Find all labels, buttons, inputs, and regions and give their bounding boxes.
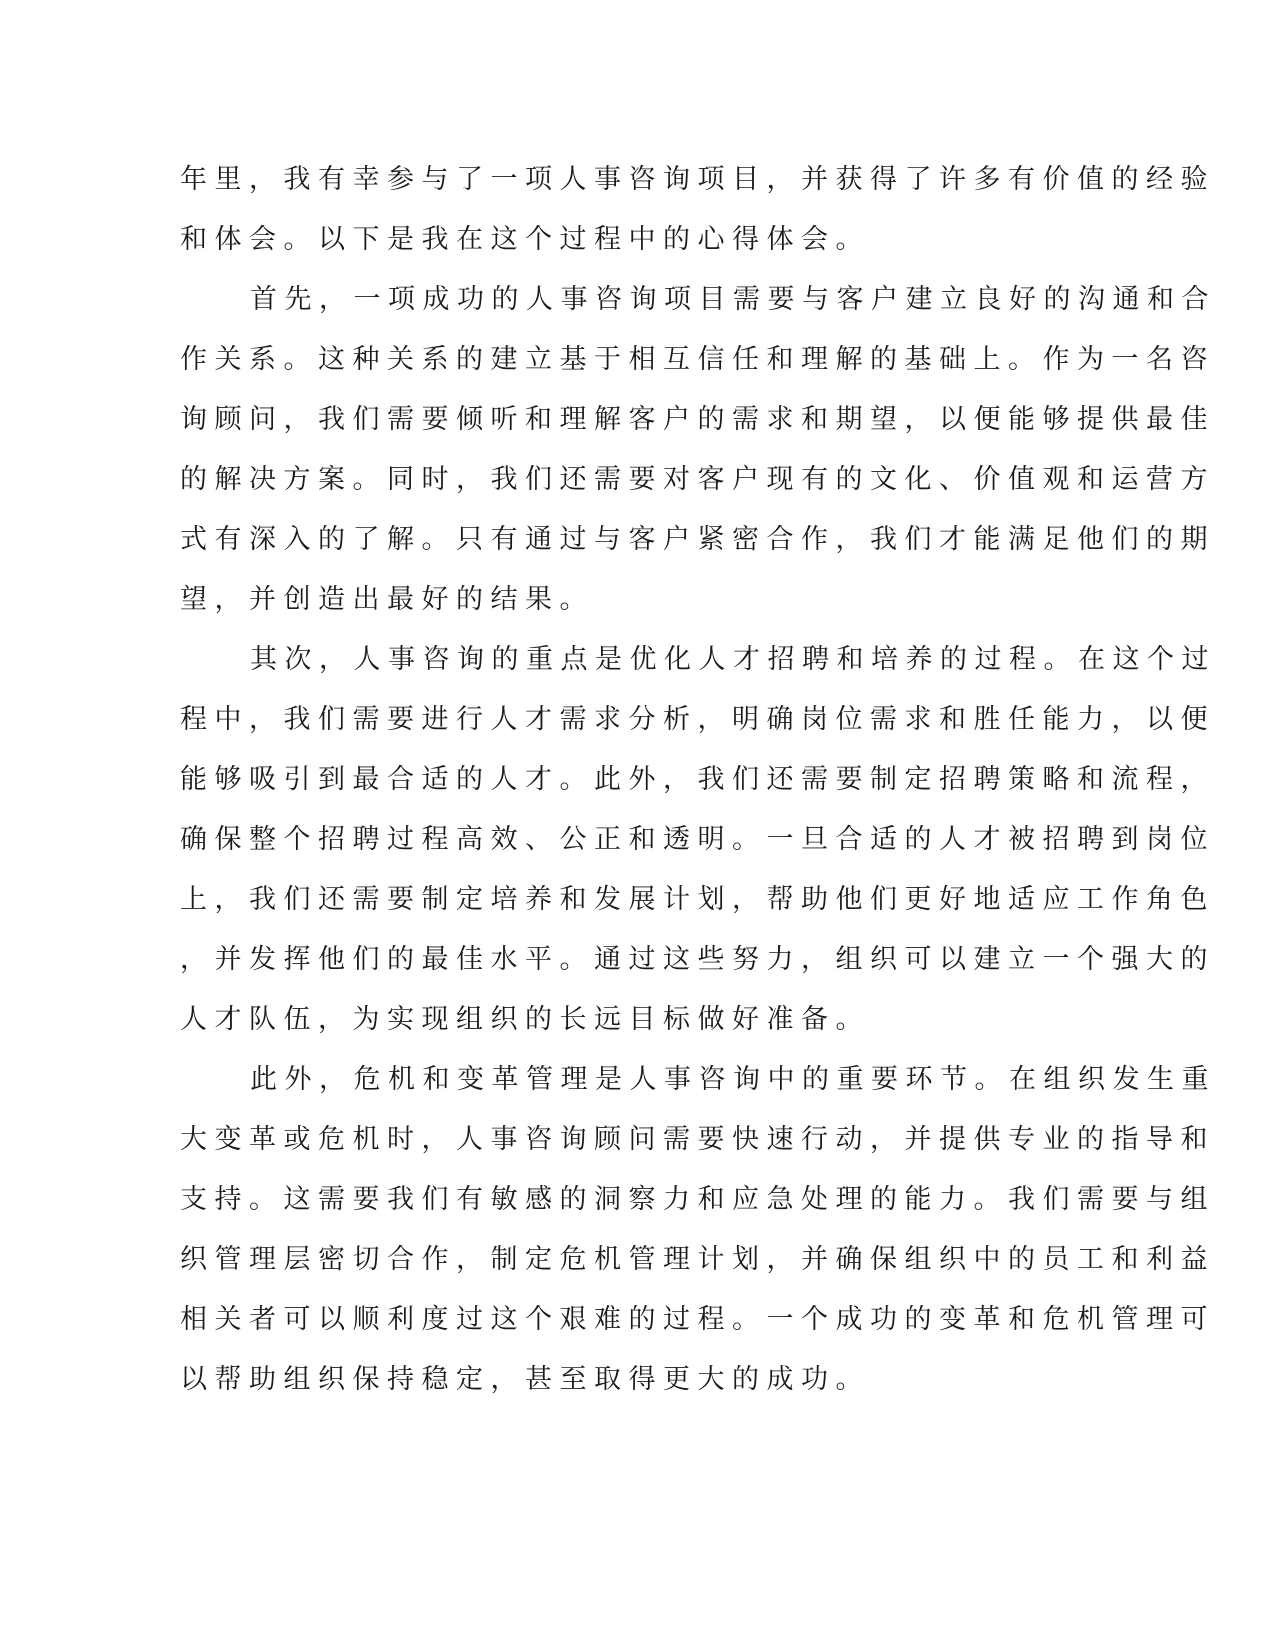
text-line: 程中，我们需要进行人才需求分析，明确岗位需求和胜任能力，以便	[180, 704, 1215, 735]
text-line: ，并发挥他们的最佳水平。通过这些努力，组织可以建立一个强大的	[180, 944, 1215, 975]
text-line: 式有深入的了解。只有通过与客户紧密合作，我们才能满足他们的期	[180, 524, 1215, 555]
text-line: 询顾问，我们需要倾听和理解客户的需求和期望，以便能够提供最佳	[180, 404, 1215, 435]
text-line: 和体会。以下是我在这个过程中的心得体会。	[180, 224, 870, 255]
text-line: 年里，我有幸参与了一项人事咨询项目，并获得了许多有价值的经验	[180, 164, 1215, 195]
text-line: 人才队伍，为实现组织的长远目标做好准备。	[180, 1004, 870, 1035]
text-line: 相关者可以顺利度过这个艰难的过程。一个成功的变革和危机管理可	[180, 1304, 1215, 1335]
text-line: 确保整个招聘过程高效、公正和透明。一旦合适的人才被招聘到岗位	[180, 824, 1215, 855]
text-line: 能够吸引到最合适的人才。此外，我们还需要制定招聘策略和流程，	[180, 764, 1215, 795]
document-body	[180, 150, 1216, 1410]
text-line: 作关系。这种关系的建立基于相互信任和理解的基础上。作为一名咨	[180, 344, 1215, 375]
text-line: 望，并创造出最好的结果。	[180, 584, 594, 615]
text-line: 大变革或危机时，人事咨询顾问需要快速行动，并提供专业的指导和	[180, 1124, 1215, 1155]
text-line: 首先，一项成功的人事咨询项目需要与客户建立良好的沟通和合	[250, 284, 1216, 315]
paragraph-2	[180, 270, 1216, 630]
paragraph-3	[180, 630, 1216, 1050]
text-line: 上，我们还需要制定培养和发展计划，帮助他们更好地适应工作角色	[180, 884, 1215, 915]
text-line: 此外，危机和变革管理是人事咨询中的重要环节。在组织发生重	[250, 1064, 1216, 1095]
paragraph-4	[180, 1050, 1216, 1410]
text-line: 其次，人事咨询的重点是优化人才招聘和培养的过程。在这个过	[250, 644, 1216, 675]
text-line: 支持。这需要我们有敏感的洞察力和应急处理的能力。我们需要与组	[180, 1184, 1215, 1215]
text-line: 以帮助组织保持稳定，甚至取得更大的成功。	[180, 1364, 870, 1395]
text-line: 织管理层密切合作，制定危机管理计划，并确保组织中的员工和利益	[180, 1244, 1215, 1275]
paragraph-1	[180, 150, 1215, 270]
text-line: 的解决方案。同时，我们还需要对客户现有的文化、价值观和运营方	[180, 464, 1215, 495]
